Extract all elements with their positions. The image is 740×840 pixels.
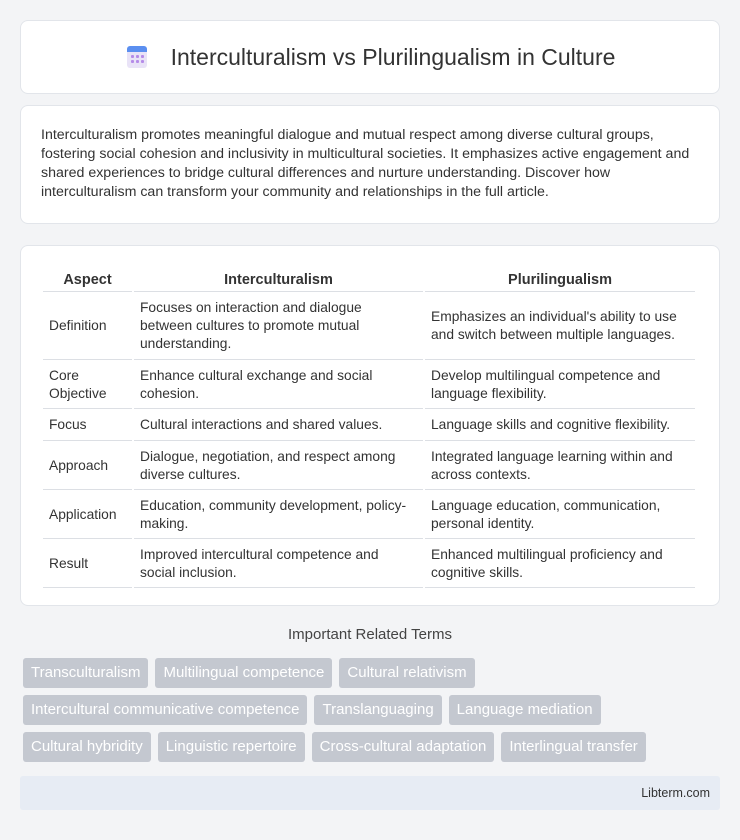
table-row: [43, 294, 695, 360]
row-interculturalism: Cultural interactions and shared values.: [134, 411, 423, 441]
footer-site-link[interactable]: Libterm.com: [641, 786, 710, 800]
intro-card: [20, 105, 720, 224]
table-row: [43, 492, 695, 539]
header-aspect: Aspect: [43, 268, 132, 292]
row-aspect: Result: [43, 541, 132, 588]
row-aspect: Definition: [43, 294, 132, 360]
header-interculturalism: Interculturalism: [134, 268, 423, 292]
tag-row: [23, 658, 723, 688]
row-aspect: Focus: [43, 411, 132, 441]
row-interculturalism: Dialogue, negotiation, and respect among diverse cultures.: [134, 443, 423, 490]
tag-link[interactable]: Translanguaging: [314, 695, 441, 725]
tag-link[interactable]: Linguistic repertoire: [158, 732, 305, 762]
table-row: [43, 411, 695, 441]
tag-link[interactable]: Intercultural communicative competence: [23, 695, 307, 725]
related-terms-list: [23, 658, 723, 769]
page-title: Interculturalism vs Plurilingualism in Culture: [170, 43, 616, 70]
tag-link[interactable]: Cross-cultural adaptation: [312, 732, 495, 762]
row-interculturalism: Education, community development, policy-making.: [134, 492, 423, 539]
tag-link[interactable]: Cultural relativism: [339, 658, 474, 688]
tag-row: [23, 732, 723, 762]
tag-row: [23, 695, 723, 725]
row-plurilingualism: Language education, communication, personal identity.: [425, 492, 695, 539]
tag-link[interactable]: Interlingual transfer: [501, 732, 645, 762]
header-plurilingualism: Plurilingualism: [425, 268, 695, 292]
row-interculturalism: Improved intercultural competence and social inclusion.: [134, 541, 423, 588]
row-interculturalism: Focuses on interaction and dialogue between cultures to promote mutual understanding.: [134, 294, 423, 360]
row-plurilingualism: Develop multilingual competence and language flexibility.: [425, 362, 695, 409]
calendar-app-icon: [125, 45, 149, 69]
tag-link[interactable]: Cultural hybridity: [23, 732, 151, 762]
tag-link[interactable]: Transculturalism: [23, 658, 148, 688]
row-plurilingualism: Emphasizes an individual's ability to use and switch between multiple languages.: [425, 294, 695, 360]
related-terms-title: Important Related Terms: [288, 626, 452, 643]
row-plurilingualism: Language skills and cognitive flexibility.: [425, 411, 695, 441]
table-row: [43, 541, 695, 588]
intro-text: Interculturalism promotes meaningful dialogue and mutual respect among diverse cultural groups, fostering social cohesion and inclusivity in multicultural societies. It emphasizes active engagement and shared experiences to bridge cultural differences and nurture understanding. Discover how interculturalism can transform your community and relationships in the full article.: [41, 127, 690, 200]
header-card: [20, 20, 720, 94]
tag-link[interactable]: Multilingual competence: [155, 658, 332, 688]
row-aspect: Core Objective: [43, 362, 132, 409]
row-aspect: Approach: [43, 443, 132, 490]
row-plurilingualism: Enhanced multilingual proficiency and cognitive skills.: [425, 541, 695, 588]
table-header-row: [43, 268, 695, 292]
tag-link[interactable]: Language mediation: [449, 695, 601, 725]
row-interculturalism: Enhance cultural exchange and social cohesion.: [134, 362, 423, 409]
comparison-table-card: [20, 245, 720, 606]
table-row: [43, 443, 695, 490]
footer: [20, 776, 720, 810]
comparison-table: [41, 266, 697, 590]
row-aspect: Application: [43, 492, 132, 539]
table-row: [43, 362, 695, 409]
row-plurilingualism: Integrated language learning within and across contexts.: [425, 443, 695, 490]
